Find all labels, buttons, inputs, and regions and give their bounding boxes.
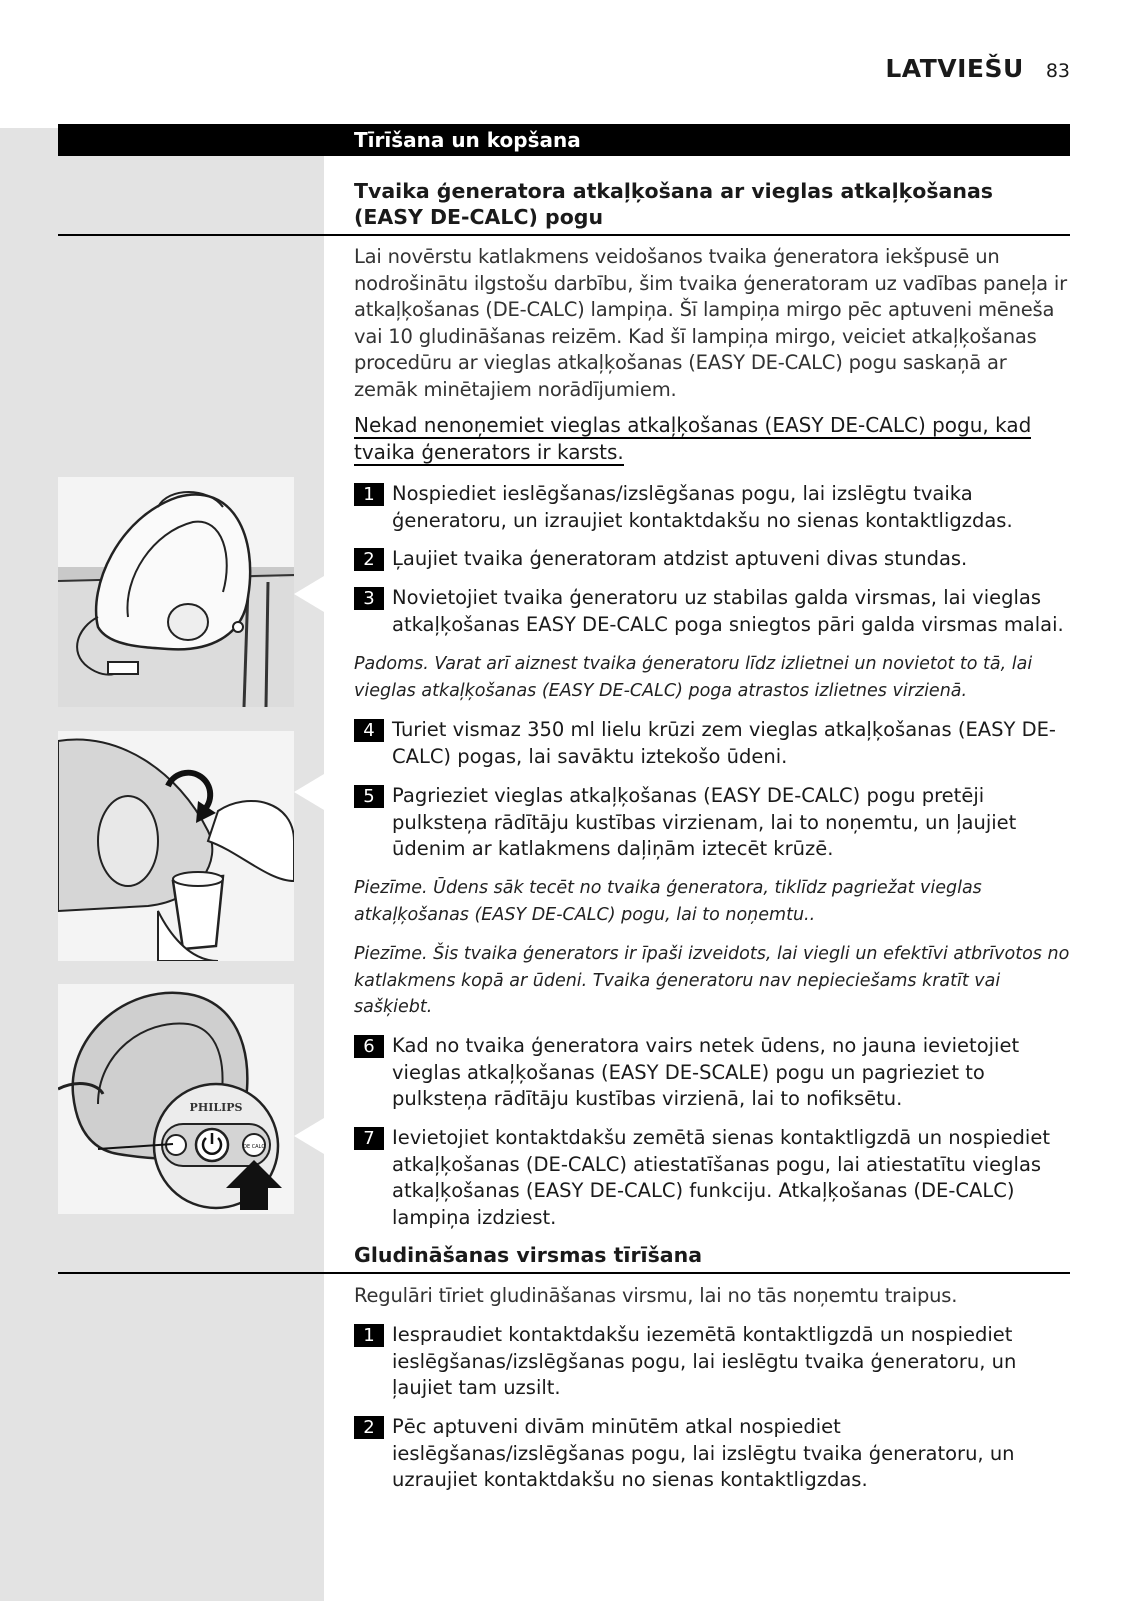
descale-heading: Tvaika ģeneratora atkaļķošana ar vieglas atkaļķošanas (EASY DE-CALC) pogu [354, 179, 993, 229]
heading-rule [58, 234, 1070, 236]
step-text: Ievietojiet kontaktdakšu zemētā sienas kontaktligzdā un nospiediet atkaļķošanas (DE-CALC) atiestatīšanas pogu, lai atiestatītu vieglas atkaļķošanas (EASY DE-CALC) funkciju. Atkaļķošanas (DE-CALC) lampiņa izdziest. [392, 1126, 1050, 1229]
descale-step [354, 1033, 1070, 1113]
descale-step [354, 546, 1070, 573]
step-number: 5 [354, 785, 384, 808]
soleplate-step [354, 1414, 1070, 1494]
note-no-shaking: Piezīme. Šis tvaika ģenerators ir īpaši izveidots, lai viegli un efektīvi atbrīvotos no katlakmens kopā ar ūdeni. Tvaika ģeneratoru nav nepieciešams kratīt vai sašķiebt. [354, 944, 1070, 1017]
illustration-pointer [294, 774, 324, 810]
step-number: 1 [354, 1324, 384, 1347]
descale-step [354, 585, 1070, 638]
section-title: Tīrīšana un kopšana [354, 128, 581, 152]
step-number: 7 [354, 1127, 384, 1150]
step-text: Nospiediet ieslēgšanas/izslēgšanas pogu, lai izslēgtu tvaika ģeneratoru, un izraujiet kontaktdakšu no sienas kontaktligzdas. [392, 482, 1013, 532]
step-text: Turiet vismaz 350 ml lielu krūzi zem vieglas atkaļķošanas (EASY DE-CALC) pogas, lai savāktu iztekošo ūdeni. [392, 718, 1056, 768]
illustration-pointer [294, 576, 324, 612]
step-number: 2 [354, 1416, 384, 1439]
tip-note: Padoms. Varat arī aiznest tvaika ģeneratoru līdz izlietnei un novietot to tā, lai vieglas atkaļķošanas (EASY DE-CALC) poga atrastos izlietnes virzienā. [354, 654, 1033, 701]
soleplate-intro: Regulāri tīriet gludināšanas virsmu, lai no tās noņemtu traipus. [354, 1284, 958, 1307]
language-label: LATVIEŠU [885, 54, 1024, 83]
step-text: Kad no tvaika ģeneratora vairs netek ūdens, no jauna ievietojiet vieglas atkaļķošanas (EASY DE-SCALE) pogu un pagrieziet to pulksteņa rādītāju kustības virzienā, lai to nofiksētu. [392, 1034, 1020, 1110]
step-text: Pagrieziet vieglas atkaļķošanas (EASY DE-CALC) pogu pretēji pulksteņa rādītāju kustības virzienam, lai to noņemtu, un ļaujiet ūdenim ar katlakmens daļiņām iztecēt krūzē. [392, 784, 1017, 860]
page-number: 83 [1045, 60, 1070, 82]
illustration-cup-under-button [58, 731, 294, 961]
illustration-decalc-reset [58, 984, 294, 1214]
brand-logo: PHILIPS [189, 1101, 243, 1114]
illustration-generator-on-table [58, 477, 294, 707]
descale-step [354, 481, 1070, 534]
descale-intro: Lai novērstu katlakmens veidošanos tvaika ģeneratora iekšpusē un nodrošinātu ilgstošu darbību, šim tvaika ģeneratoram uz vadības paneļa ir atkaļķošanas (DE-CALC) lampiņa. Šī lampiņa mirgo pēc aptuveni mēneša vai 10 gludināšanas reizēm. Kad šī lampiņa mirgo, veiciet atkaļķošanas procedūru ar vieglas atkaļķošanas (EASY DE-CALC) pogu saskaņā ar zemāk minētajiem norādījumiem. [354, 245, 1067, 401]
step-number: 2 [354, 548, 384, 571]
step-text: Novietojiet tvaika ģeneratoru uz stabilas galda virsmas, lai vieglas atkaļķošanas EASY DE-CALC poga sniegtos pāri galda virsmas malai. [392, 586, 1064, 636]
hot-warning-text: Nekad nenoņemiet vieglas atkaļķošanas (EASY DE-CALC) pogu, kad tvaika ģenerators ir karsts. [354, 413, 1032, 464]
soleplate-step [354, 1322, 1070, 1402]
soleplate-heading: Gludināšanas virsmas tīrīšana [354, 1243, 703, 1267]
step-number: 3 [354, 587, 384, 610]
step-number: 4 [354, 719, 384, 742]
descale-step [354, 783, 1070, 863]
note-water-flow: Piezīme. Ūdens sāk tecēt no tvaika ģeneratora, tiklīdz pagriežat vieglas atkaļķošanas (EASY DE-CALC) pogu, lai to noņemtu.. [354, 878, 982, 925]
descale-step [354, 717, 1070, 770]
step-text: Ļaujiet tvaika ģeneratoram atdzist aptuveni divas stundas. [392, 547, 968, 570]
illustration-pointer [294, 1118, 324, 1154]
step-text: Iespraudiet kontaktdakšu iezemētā kontaktligzdā un nospiediet ieslēgšanas/izslēgšanas pogu, lai ieslēgtu tvaika ģeneratoru, un ļaujiet tam uzsilt. [392, 1323, 1017, 1399]
section-title-bar [58, 124, 1070, 156]
step-number: 6 [354, 1035, 384, 1058]
step-number: 1 [354, 483, 384, 506]
step-text: Pēc aptuveni divām minūtēm atkal nospiediet ieslēgšanas/izslēgšanas pogu, lai izslēgtu tvaika ģeneratoru, un uzraujiet kontaktdakšu no sienas kontaktligzdas. [392, 1415, 1015, 1491]
page-header [885, 54, 1070, 83]
descale-step [354, 1125, 1070, 1231]
hot-warning [354, 412, 1070, 466]
heading-rule [58, 1272, 1070, 1274]
decalc-button-label: DE CALC [243, 1144, 265, 1150]
